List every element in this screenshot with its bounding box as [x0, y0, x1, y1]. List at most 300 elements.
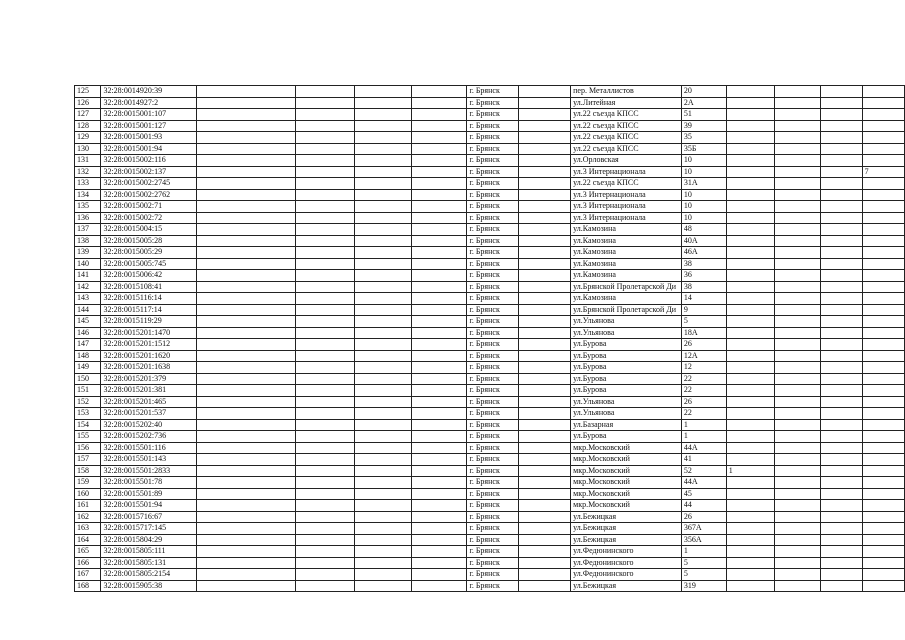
- empty-cell: [197, 304, 296, 316]
- empty-cell: [354, 557, 411, 569]
- table-row: [75, 224, 905, 236]
- extra-cell: [774, 511, 820, 523]
- city-cell: г. Брянск: [467, 454, 518, 466]
- empty-cell: [296, 304, 354, 316]
- extra-cell: [820, 132, 862, 144]
- empty-cell: [518, 281, 571, 293]
- empty-cell: [197, 316, 296, 328]
- extra-cell: [862, 109, 904, 121]
- empty-cell: [518, 454, 571, 466]
- empty-cell: [354, 247, 411, 259]
- empty-cell: [197, 201, 296, 213]
- row-number-cell: 159: [75, 477, 101, 489]
- extra-cell: [820, 546, 862, 558]
- empty-cell: [296, 546, 354, 558]
- row-number-cell: 145: [75, 316, 101, 328]
- city-cell: г. Брянск: [467, 201, 518, 213]
- extra-cell: [820, 212, 862, 224]
- empty-cell: [197, 212, 296, 224]
- extra-cell: [726, 454, 774, 466]
- empty-cell: [412, 419, 467, 431]
- extra-cell: [774, 143, 820, 155]
- house-number-cell: 2А: [681, 97, 726, 109]
- house-number-cell: 38: [681, 281, 726, 293]
- extra-cell: [726, 523, 774, 535]
- extra-cell: [820, 224, 862, 236]
- empty-cell: [518, 143, 571, 155]
- extra-cell: [726, 385, 774, 397]
- cadastral-number-cell: 32:28:0015005:29: [101, 247, 197, 259]
- empty-cell: [296, 258, 354, 270]
- empty-cell: [296, 132, 354, 144]
- table-row: [75, 442, 905, 454]
- row-number-cell: 149: [75, 362, 101, 374]
- street-cell: ул.3 Интернационала: [571, 166, 682, 178]
- street-cell: ул.Камозина: [571, 247, 682, 259]
- empty-cell: [197, 442, 296, 454]
- empty-cell: [197, 488, 296, 500]
- table-row: [75, 166, 905, 178]
- empty-cell: [518, 212, 571, 224]
- empty-cell: [518, 235, 571, 247]
- table-row: [75, 454, 905, 466]
- extra-cell: [726, 316, 774, 328]
- extra-cell: [726, 270, 774, 282]
- city-cell: г. Брянск: [467, 511, 518, 523]
- extra-cell: [774, 500, 820, 512]
- house-number-cell: 22: [681, 373, 726, 385]
- empty-cell: [518, 511, 571, 523]
- extra-cell: [726, 327, 774, 339]
- empty-cell: [518, 569, 571, 581]
- extra-cell: [862, 523, 904, 535]
- city-cell: г. Брянск: [467, 235, 518, 247]
- row-number-cell: 157: [75, 454, 101, 466]
- empty-cell: [412, 109, 467, 121]
- house-number-cell: 356А: [681, 534, 726, 546]
- empty-cell: [197, 270, 296, 282]
- empty-cell: [354, 339, 411, 351]
- extra-cell: [774, 339, 820, 351]
- street-cell: ул.Федюнинского: [571, 569, 682, 581]
- empty-cell: [412, 304, 467, 316]
- extra-cell: [862, 258, 904, 270]
- extra-cell: [726, 120, 774, 132]
- house-number-cell: 35Б: [681, 143, 726, 155]
- cadastral-number-cell: 32:28:0015201:465: [101, 396, 197, 408]
- extra-cell: [774, 316, 820, 328]
- house-number-cell: 44А: [681, 442, 726, 454]
- empty-cell: [518, 270, 571, 282]
- extra-cell: [726, 247, 774, 259]
- table-row: [75, 523, 905, 535]
- empty-cell: [296, 201, 354, 213]
- house-number-cell: 52: [681, 465, 726, 477]
- empty-cell: [518, 224, 571, 236]
- row-number-cell: 162: [75, 511, 101, 523]
- extra-cell: [862, 477, 904, 489]
- empty-cell: [354, 212, 411, 224]
- city-cell: г. Брянск: [467, 339, 518, 351]
- empty-cell: [296, 235, 354, 247]
- empty-cell: [412, 442, 467, 454]
- street-cell: ул.Бежицкая: [571, 511, 682, 523]
- extra-cell: [862, 212, 904, 224]
- house-number-cell: 10: [681, 166, 726, 178]
- house-number-cell: 26: [681, 339, 726, 351]
- empty-cell: [197, 385, 296, 397]
- extra-cell: [726, 97, 774, 109]
- extra-cell: [862, 86, 904, 98]
- house-number-cell: 38: [681, 258, 726, 270]
- table-row: [75, 247, 905, 259]
- empty-cell: [296, 500, 354, 512]
- empty-cell: [354, 178, 411, 190]
- extra-cell: [774, 557, 820, 569]
- empty-cell: [354, 569, 411, 581]
- city-cell: г. Брянск: [467, 212, 518, 224]
- row-number-cell: 138: [75, 235, 101, 247]
- extra-cell: [774, 419, 820, 431]
- house-number-cell: 45: [681, 488, 726, 500]
- empty-cell: [412, 166, 467, 178]
- extra-cell: [820, 373, 862, 385]
- extra-cell: [862, 293, 904, 305]
- extra-cell: [862, 97, 904, 109]
- extra-cell: [820, 201, 862, 213]
- street-cell: ул.Камозина: [571, 235, 682, 247]
- house-number-cell: 39: [681, 120, 726, 132]
- city-cell: г. Брянск: [467, 224, 518, 236]
- city-cell: г. Брянск: [467, 304, 518, 316]
- empty-cell: [518, 546, 571, 558]
- row-number-cell: 144: [75, 304, 101, 316]
- extra-cell: [774, 408, 820, 420]
- extra-cell: [774, 454, 820, 466]
- empty-cell: [412, 431, 467, 443]
- address-registry-table: [74, 85, 905, 592]
- extra-cell: [862, 304, 904, 316]
- cadastral-number-cell: 32:28:0015905:38: [101, 580, 197, 592]
- extra-cell: [726, 362, 774, 374]
- house-number-cell: 48: [681, 224, 726, 236]
- cadastral-number-cell: 32:28:0015501:143: [101, 454, 197, 466]
- empty-cell: [518, 339, 571, 351]
- table-row: [75, 316, 905, 328]
- empty-cell: [518, 373, 571, 385]
- empty-cell: [296, 465, 354, 477]
- extra-cell: [774, 488, 820, 500]
- empty-cell: [518, 477, 571, 489]
- empty-cell: [296, 224, 354, 236]
- extra-cell: [820, 327, 862, 339]
- city-cell: г. Брянск: [467, 419, 518, 431]
- street-cell: ул.22 съезда КПСС: [571, 120, 682, 132]
- empty-cell: [296, 166, 354, 178]
- table-body: [75, 86, 905, 592]
- row-number-cell: 153: [75, 408, 101, 420]
- empty-cell: [197, 97, 296, 109]
- extra-cell: [862, 465, 904, 477]
- cadastral-number-cell: 32:28:0015805:111: [101, 546, 197, 558]
- extra-cell: [774, 546, 820, 558]
- cadastral-number-cell: 32:28:0015002:72: [101, 212, 197, 224]
- extra-cell: [774, 362, 820, 374]
- extra-cell: [774, 97, 820, 109]
- empty-cell: [518, 465, 571, 477]
- table-row: [75, 281, 905, 293]
- house-number-cell: 22: [681, 385, 726, 397]
- extra-cell: [820, 523, 862, 535]
- empty-cell: [296, 189, 354, 201]
- empty-cell: [354, 281, 411, 293]
- table-row: [75, 534, 905, 546]
- empty-cell: [518, 488, 571, 500]
- empty-cell: [354, 442, 411, 454]
- empty-cell: [197, 557, 296, 569]
- extra-cell: [774, 189, 820, 201]
- row-number-cell: 136: [75, 212, 101, 224]
- empty-cell: [412, 327, 467, 339]
- table-row: [75, 580, 905, 592]
- empty-cell: [412, 281, 467, 293]
- city-cell: г. Брянск: [467, 178, 518, 190]
- empty-cell: [518, 385, 571, 397]
- empty-cell: [296, 293, 354, 305]
- empty-cell: [354, 396, 411, 408]
- extra-cell: [820, 396, 862, 408]
- extra-cell: [862, 281, 904, 293]
- table-row: [75, 431, 905, 443]
- row-number-cell: 146: [75, 327, 101, 339]
- house-number-cell: 18А: [681, 327, 726, 339]
- row-number-cell: 128: [75, 120, 101, 132]
- table-row: [75, 385, 905, 397]
- extra-cell: [862, 224, 904, 236]
- cadastral-number-cell: 32:28:0015201:1470: [101, 327, 197, 339]
- empty-cell: [354, 362, 411, 374]
- extra-cell: 1: [726, 465, 774, 477]
- empty-cell: [412, 546, 467, 558]
- empty-cell: [518, 362, 571, 374]
- empty-cell: [296, 339, 354, 351]
- empty-cell: [518, 189, 571, 201]
- row-number-cell: 166: [75, 557, 101, 569]
- extra-cell: [820, 569, 862, 581]
- row-number-cell: 133: [75, 178, 101, 190]
- extra-cell: [774, 201, 820, 213]
- house-number-cell: 26: [681, 511, 726, 523]
- street-cell: ул.3 Интернационала: [571, 201, 682, 213]
- city-cell: г. Брянск: [467, 143, 518, 155]
- city-cell: г. Брянск: [467, 109, 518, 121]
- house-number-cell: 31А: [681, 178, 726, 190]
- empty-cell: [354, 546, 411, 558]
- empty-cell: [197, 178, 296, 190]
- cadastral-number-cell: 32:28:0015002:137: [101, 166, 197, 178]
- street-cell: ул.Федюнинского: [571, 546, 682, 558]
- cadastral-number-cell: 32:28:0015201:1512: [101, 339, 197, 351]
- extra-cell: [726, 155, 774, 167]
- extra-cell: [774, 373, 820, 385]
- street-cell: ул.Брянской Пролетарской Ди: [571, 281, 682, 293]
- street-cell: ул.Бурова: [571, 362, 682, 374]
- cadastral-number-cell: 32:28:0015805:131: [101, 557, 197, 569]
- street-cell: ул.Камозина: [571, 293, 682, 305]
- empty-cell: [354, 523, 411, 535]
- cadastral-number-cell: 32:28:0015002:116: [101, 155, 197, 167]
- extra-cell: [820, 270, 862, 282]
- empty-cell: [518, 86, 571, 98]
- house-number-cell: 20: [681, 86, 726, 98]
- empty-cell: [197, 155, 296, 167]
- extra-cell: [862, 178, 904, 190]
- empty-cell: [412, 385, 467, 397]
- city-cell: г. Брянск: [467, 442, 518, 454]
- empty-cell: [412, 350, 467, 362]
- city-cell: г. Брянск: [467, 500, 518, 512]
- cadastral-number-cell: 32:28:0014927:2: [101, 97, 197, 109]
- cadastral-number-cell: 32:28:0015501:94: [101, 500, 197, 512]
- empty-cell: [197, 109, 296, 121]
- extra-cell: [774, 385, 820, 397]
- house-number-cell: 319: [681, 580, 726, 592]
- cadastral-number-cell: 32:28:0015202:736: [101, 431, 197, 443]
- extra-cell: [862, 442, 904, 454]
- empty-cell: [518, 557, 571, 569]
- cadastral-number-cell: 32:28:0015001:107: [101, 109, 197, 121]
- city-cell: г. Брянск: [467, 385, 518, 397]
- row-number-cell: 148: [75, 350, 101, 362]
- empty-cell: [296, 143, 354, 155]
- empty-cell: [197, 258, 296, 270]
- city-cell: г. Брянск: [467, 155, 518, 167]
- house-number-cell: 9: [681, 304, 726, 316]
- extra-cell: [726, 281, 774, 293]
- city-cell: г. Брянск: [467, 408, 518, 420]
- row-number-cell: 161: [75, 500, 101, 512]
- street-cell: ул.Бурова: [571, 373, 682, 385]
- empty-cell: [296, 523, 354, 535]
- extra-cell: [774, 350, 820, 362]
- extra-cell: [726, 132, 774, 144]
- table-row: [75, 155, 905, 167]
- extra-cell: [820, 155, 862, 167]
- extra-cell: [862, 396, 904, 408]
- extra-cell: [820, 258, 862, 270]
- empty-cell: [197, 293, 296, 305]
- table-row: [75, 235, 905, 247]
- row-number-cell: 140: [75, 258, 101, 270]
- empty-cell: [197, 396, 296, 408]
- house-number-cell: 367А: [681, 523, 726, 535]
- extra-cell: [862, 362, 904, 374]
- extra-cell: [774, 523, 820, 535]
- city-cell: г. Брянск: [467, 580, 518, 592]
- extra-cell: [820, 293, 862, 305]
- extra-cell: [820, 385, 862, 397]
- empty-cell: [518, 293, 571, 305]
- extra-cell: [726, 189, 774, 201]
- empty-cell: [296, 247, 354, 259]
- house-number-cell: 5: [681, 569, 726, 581]
- cadastral-number-cell: 32:28:0015202:40: [101, 419, 197, 431]
- empty-cell: [296, 569, 354, 581]
- empty-cell: [412, 580, 467, 592]
- table-row: [75, 212, 905, 224]
- cadastral-number-cell: 32:28:0015006:42: [101, 270, 197, 282]
- empty-cell: [197, 166, 296, 178]
- table-row: [75, 477, 905, 489]
- table-row: [75, 500, 905, 512]
- empty-cell: [197, 373, 296, 385]
- extra-cell: [726, 339, 774, 351]
- empty-cell: [197, 534, 296, 546]
- extra-cell: [774, 258, 820, 270]
- extra-cell: [820, 281, 862, 293]
- extra-cell: [862, 557, 904, 569]
- empty-cell: [197, 569, 296, 581]
- extra-cell: [820, 500, 862, 512]
- row-number-cell: 129: [75, 132, 101, 144]
- extra-cell: [726, 431, 774, 443]
- extra-cell: [820, 511, 862, 523]
- cadastral-number-cell: 32:28:0015716:67: [101, 511, 197, 523]
- empty-cell: [412, 97, 467, 109]
- cadastral-number-cell: 32:28:0015501:89: [101, 488, 197, 500]
- row-number-cell: 134: [75, 189, 101, 201]
- extra-cell: [862, 270, 904, 282]
- empty-cell: [296, 327, 354, 339]
- empty-cell: [197, 132, 296, 144]
- empty-cell: [412, 454, 467, 466]
- extra-cell: [726, 293, 774, 305]
- street-cell: мкр.Московский: [571, 454, 682, 466]
- street-cell: ул.22 съезда КПСС: [571, 178, 682, 190]
- extra-cell: [726, 557, 774, 569]
- street-cell: ул.Камозина: [571, 224, 682, 236]
- extra-cell: [774, 120, 820, 132]
- empty-cell: [412, 373, 467, 385]
- empty-cell: [354, 419, 411, 431]
- table-row: [75, 373, 905, 385]
- house-number-cell: 1: [681, 419, 726, 431]
- extra-cell: [820, 534, 862, 546]
- empty-cell: [197, 546, 296, 558]
- empty-cell: [354, 327, 411, 339]
- extra-cell: [820, 454, 862, 466]
- cadastral-number-cell: 32:28:0015116:14: [101, 293, 197, 305]
- empty-cell: [354, 97, 411, 109]
- empty-cell: [518, 316, 571, 328]
- extra-cell: [862, 316, 904, 328]
- house-number-cell: 26: [681, 396, 726, 408]
- street-cell: мкр.Московский: [571, 488, 682, 500]
- extra-cell: [862, 189, 904, 201]
- city-cell: г. Брянск: [467, 557, 518, 569]
- empty-cell: [197, 454, 296, 466]
- extra-cell: [862, 534, 904, 546]
- empty-cell: [197, 189, 296, 201]
- empty-cell: [354, 155, 411, 167]
- extra-cell: [862, 580, 904, 592]
- city-cell: г. Брянск: [467, 431, 518, 443]
- city-cell: г. Брянск: [467, 86, 518, 98]
- empty-cell: [518, 178, 571, 190]
- extra-cell: [862, 120, 904, 132]
- extra-cell: [862, 546, 904, 558]
- empty-cell: [412, 500, 467, 512]
